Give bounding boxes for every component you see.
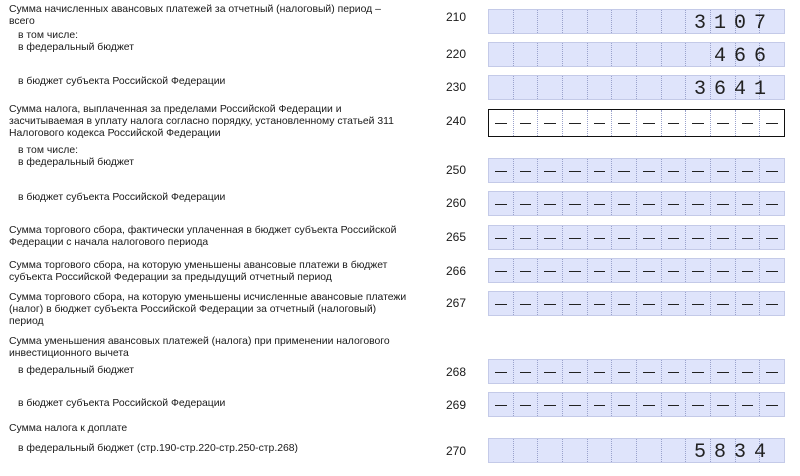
amount-field[interactable]: [488, 75, 785, 100]
digit-cell: [563, 226, 588, 249]
dash-placeholder: [742, 204, 754, 205]
dash-placeholder: [544, 123, 556, 124]
dash-placeholder: [495, 238, 507, 239]
dash-placeholder: [742, 171, 754, 172]
dash-placeholder: [692, 271, 704, 272]
digit-cell: [686, 159, 711, 182]
row-label: [9, 292, 409, 329]
dash-placeholder: [717, 171, 729, 172]
dash-placeholder: [594, 304, 606, 305]
digit-cell: [563, 76, 588, 99]
digit-cell: [637, 360, 662, 383]
amount-value: 466: [713, 45, 774, 68]
digit-cell: [662, 10, 687, 33]
row-label-text: в федеральный бюджет: [18, 42, 135, 54]
digit-cell: [711, 226, 736, 249]
row-code: 269: [446, 398, 467, 412]
amount-field[interactable]: [488, 225, 785, 250]
digit-cell: [612, 393, 637, 416]
digit-cell: [612, 159, 637, 182]
digit-cell: [489, 76, 514, 99]
dash-placeholder: [717, 271, 729, 272]
digit-cell: [538, 76, 563, 99]
amount-field[interactable]: [488, 392, 785, 417]
digit-cell: [662, 292, 687, 315]
dash-placeholder: [495, 123, 507, 124]
digit-cell: [612, 439, 637, 462]
digit-cell: [538, 159, 563, 182]
digit-cell: [760, 110, 784, 136]
digit-cell: [489, 439, 514, 462]
dash-placeholder: [495, 372, 507, 373]
dash-placeholder: [618, 123, 630, 124]
dash-placeholder: [742, 238, 754, 239]
row-label: [9, 76, 409, 88]
digit-cell: [538, 393, 563, 416]
dash-placeholder: [692, 204, 704, 205]
digit-cell: [588, 292, 613, 315]
dash-placeholder: [668, 123, 680, 124]
digit-cell: [538, 192, 563, 215]
dash-placeholder: [569, 123, 581, 124]
digit-cell: [637, 76, 662, 99]
dash-placeholder: [717, 372, 729, 373]
dash-placeholder: [717, 204, 729, 205]
digit-cell: [662, 76, 687, 99]
dash-placeholder: [766, 123, 778, 124]
row-code: 210: [446, 10, 467, 24]
amount-field[interactable]: [488, 158, 785, 183]
digit-cell: [538, 10, 563, 33]
dash-placeholder: [520, 304, 532, 305]
digit-cell: [538, 439, 563, 462]
digit-cell: [563, 159, 588, 182]
digit-cell: [686, 110, 711, 136]
digit-cell: [736, 360, 761, 383]
digit-cell: [760, 393, 784, 416]
digit-cell: [662, 393, 687, 416]
dash-placeholder: [520, 405, 532, 406]
digit-cell: [686, 192, 711, 215]
dash-placeholder: [520, 271, 532, 272]
digit-cell: [760, 192, 784, 215]
dash-placeholder: [594, 372, 606, 373]
digit-cell: [711, 259, 736, 282]
digit-cell: [563, 43, 588, 66]
digit-cell: [686, 259, 711, 282]
dash-placeholder: [520, 123, 532, 124]
row-heading: Сумма уменьшения авансовых платежей (налога) при применении налогового инвестиционного вычета: [9, 336, 390, 360]
row-label: [9, 443, 409, 455]
digit-cell: [637, 159, 662, 182]
digit-cell: [514, 226, 539, 249]
dash-placeholder: [618, 304, 630, 305]
amount-field[interactable]: [488, 191, 785, 216]
digit-cell: [563, 110, 588, 136]
row-label-text: Сумма начисленных авансовых платежей за отчетный (налоговый) период – всего: [9, 4, 381, 28]
digit-cell: [612, 76, 637, 99]
amount-field[interactable]: [488, 42, 785, 67]
row-label-text: Сумма налога, выплаченная за пределами Российской Федерации и засчитываемая в уплату налога согласно порядку, установленному статьей 311 Налогового кодекса Российской Федерации: [9, 104, 394, 140]
digit-cell: [588, 10, 613, 33]
dash-placeholder: [520, 204, 532, 205]
digit-cell: [612, 259, 637, 282]
dash-placeholder: [594, 238, 606, 239]
amount-field[interactable]: [488, 291, 785, 316]
dash-placeholder: [569, 304, 581, 305]
row-code: 265: [446, 230, 467, 244]
row-label-text: в федеральный бюджет: [18, 365, 135, 376]
digit-cell: [563, 292, 588, 315]
row-code: 270: [446, 444, 467, 458]
digit-cell: [489, 259, 514, 282]
dash-placeholder: [618, 405, 630, 406]
digit-cell: [514, 439, 539, 462]
dash-placeholder: [569, 238, 581, 239]
dash-placeholder: [643, 123, 655, 124]
digit-cell: [637, 292, 662, 315]
dash-placeholder: [495, 171, 507, 172]
row-code: 250: [446, 163, 467, 177]
digit-cell: [760, 259, 784, 282]
digit-cell: [686, 360, 711, 383]
digit-cell: [514, 76, 539, 99]
digit-cell: [612, 10, 637, 33]
digit-cell: [711, 393, 736, 416]
dash-placeholder: [618, 171, 630, 172]
digit-cell: [538, 259, 563, 282]
digit-cell: [662, 226, 687, 249]
digit-cell: [612, 360, 637, 383]
row-sublabel: в том числе:: [18, 30, 78, 41]
digit-cell: [563, 393, 588, 416]
digit-cell: [489, 43, 514, 66]
dash-placeholder: [643, 171, 655, 172]
digit-cell: [538, 360, 563, 383]
digit-cell: [538, 292, 563, 315]
row-label: [9, 4, 409, 28]
dash-placeholder: [618, 204, 630, 205]
digit-cell: [514, 43, 539, 66]
row-label-text: Сумма торгового сбора, на которую уменьшены исчисленные авансовые платежи (налог) в бюджет субъекта Российской Федерации за отчетный (налоговый) период: [9, 292, 407, 328]
digit-cell: [711, 292, 736, 315]
dash-placeholder: [594, 204, 606, 205]
dash-placeholder: [742, 271, 754, 272]
dash-placeholder: [594, 271, 606, 272]
digit-cell: [637, 393, 662, 416]
dash-placeholder: [544, 372, 556, 373]
digit-cell: [514, 292, 539, 315]
digit-cell: [612, 292, 637, 315]
dash-placeholder: [766, 372, 778, 373]
digit-cell: [637, 226, 662, 249]
dash-placeholder: [668, 405, 680, 406]
dash-placeholder: [544, 238, 556, 239]
row-label: [9, 365, 409, 377]
dash-placeholder: [495, 304, 507, 305]
row-code: 266: [446, 264, 467, 278]
digit-cell: [588, 439, 613, 462]
row-label-text: в бюджет субъекта Российской Федерации: [18, 76, 226, 87]
amount-value: 3641: [693, 78, 774, 101]
digit-cell: [711, 192, 736, 215]
digit-cell: [760, 159, 784, 182]
dash-placeholder: [766, 405, 778, 406]
digit-cell: [588, 259, 613, 282]
digit-cell: [637, 10, 662, 33]
row-code: 268: [446, 365, 467, 379]
digit-cell: [637, 110, 662, 136]
digit-cell: [489, 360, 514, 383]
digit-cell: [736, 292, 761, 315]
dash-placeholder: [544, 204, 556, 205]
dash-placeholder: [742, 304, 754, 305]
dash-placeholder: [618, 238, 630, 239]
row-code: 220: [446, 47, 467, 61]
amount-field[interactable]: [488, 359, 785, 384]
digit-cell: [711, 360, 736, 383]
dash-placeholder: [717, 238, 729, 239]
dash-placeholder: [717, 123, 729, 124]
row-label-text: в федеральный бюджет: [18, 157, 135, 169]
dash-placeholder: [618, 271, 630, 272]
dash-placeholder: [643, 271, 655, 272]
amount-field[interactable]: [488, 438, 785, 463]
amount-field[interactable]: [488, 109, 785, 137]
dash-placeholder: [643, 204, 655, 205]
digit-cell: [514, 10, 539, 33]
dash-placeholder: [692, 123, 704, 124]
dash-placeholder: [643, 372, 655, 373]
digit-cell: [637, 439, 662, 462]
dash-placeholder: [692, 171, 704, 172]
digit-cell: [637, 192, 662, 215]
row-heading: Сумма налога к доплате: [9, 423, 128, 434]
row-label: [9, 225, 409, 249]
digit-cell: [760, 226, 784, 249]
dash-placeholder: [544, 405, 556, 406]
digit-cell: [612, 192, 637, 215]
dash-placeholder: [495, 405, 507, 406]
digit-cell: [736, 259, 761, 282]
row-code: 240: [446, 114, 467, 128]
row-code: 230: [446, 80, 467, 94]
digit-cell: [489, 192, 514, 215]
dash-placeholder: [717, 304, 729, 305]
digit-cell: [588, 192, 613, 215]
digit-cell: [686, 393, 711, 416]
digit-cell: [612, 226, 637, 249]
dash-placeholder: [618, 372, 630, 373]
row-label-text: в бюджет субъекта Российской Федерации: [18, 192, 226, 203]
row-label: [9, 260, 409, 284]
digit-cell: [662, 110, 687, 136]
dash-placeholder: [742, 123, 754, 124]
dash-placeholder: [766, 304, 778, 305]
digit-cell: [489, 393, 514, 416]
digit-cell: [588, 43, 613, 66]
row-label: [9, 104, 409, 141]
dash-placeholder: [569, 271, 581, 272]
digit-cell: [588, 226, 613, 249]
dash-placeholder: [766, 171, 778, 172]
digit-cell: [514, 192, 539, 215]
dash-placeholder: [544, 171, 556, 172]
amount-field[interactable]: [488, 9, 785, 34]
digit-cell: [588, 360, 613, 383]
dash-placeholder: [544, 271, 556, 272]
row-label: [9, 30, 409, 54]
digit-cell: [637, 43, 662, 66]
digit-cell: [736, 393, 761, 416]
amount-value: 5834: [693, 441, 774, 464]
digit-cell: [662, 159, 687, 182]
dash-placeholder: [643, 405, 655, 406]
dash-placeholder: [520, 372, 532, 373]
digit-cell: [538, 226, 563, 249]
digit-cell: [736, 159, 761, 182]
digit-cell: [563, 439, 588, 462]
dash-placeholder: [569, 405, 581, 406]
digit-cell: [588, 159, 613, 182]
dash-placeholder: [668, 304, 680, 305]
digit-cell: [736, 110, 761, 136]
dash-placeholder: [495, 271, 507, 272]
digit-cell: [588, 393, 613, 416]
digit-cell: [514, 393, 539, 416]
row-sublabel: в том числе:: [18, 145, 78, 156]
dash-placeholder: [643, 304, 655, 305]
dash-placeholder: [668, 204, 680, 205]
digit-cell: [736, 192, 761, 215]
dash-placeholder: [594, 123, 606, 124]
dash-placeholder: [594, 405, 606, 406]
dash-placeholder: [692, 372, 704, 373]
row-label-text: Сумма торгового сбора, на которую уменьшены авансовые платежи в бюджет субъекта Российской Федерации за предыдущий отчетный период: [9, 260, 388, 284]
digit-cell: [489, 292, 514, 315]
digit-cell: [612, 43, 637, 66]
row-code: 267: [446, 296, 467, 310]
digit-cell: [538, 43, 563, 66]
digit-cell: [760, 360, 784, 383]
dash-placeholder: [766, 204, 778, 205]
dash-placeholder: [692, 405, 704, 406]
digit-cell: [686, 226, 711, 249]
dash-placeholder: [594, 171, 606, 172]
dash-placeholder: [668, 238, 680, 239]
digit-cell: [514, 159, 539, 182]
digit-cell: [686, 292, 711, 315]
dash-placeholder: [544, 304, 556, 305]
row-label: [9, 336, 409, 360]
dash-placeholder: [643, 238, 655, 239]
row-label: [9, 192, 409, 204]
amount-value: 3107: [693, 12, 774, 35]
dash-placeholder: [569, 204, 581, 205]
digit-cell: [563, 259, 588, 282]
row-label: [9, 423, 409, 435]
digit-cell: [563, 360, 588, 383]
digit-cell: [711, 159, 736, 182]
dash-placeholder: [520, 238, 532, 239]
digit-cell: [588, 110, 613, 136]
digit-cell: [612, 110, 637, 136]
digit-cell: [489, 110, 514, 136]
digit-cell: [489, 226, 514, 249]
row-label-text: в бюджет субъекта Российской Федерации: [18, 398, 226, 409]
dash-placeholder: [520, 171, 532, 172]
dash-placeholder: [766, 271, 778, 272]
digit-cell: [514, 259, 539, 282]
digit-cell: [563, 10, 588, 33]
row-label: [9, 145, 409, 169]
dash-placeholder: [569, 171, 581, 172]
row-label-text: Сумма торгового сбора, фактически уплаченная в бюджет субъекта Российской Федерации с начала налогового периода: [9, 225, 397, 249]
digit-cell: [489, 10, 514, 33]
dash-placeholder: [495, 204, 507, 205]
row-code: 260: [446, 196, 467, 210]
digit-cell: [637, 259, 662, 282]
digit-cell: [662, 259, 687, 282]
row-label-text: в федеральный бюджет (стр.190-стр.220-стр.250-стр.268): [18, 443, 299, 454]
dash-placeholder: [569, 372, 581, 373]
digit-cell: [662, 192, 687, 215]
digit-cell: [538, 110, 563, 136]
dash-placeholder: [668, 171, 680, 172]
dash-placeholder: [692, 304, 704, 305]
dash-placeholder: [692, 238, 704, 239]
row-label: [9, 398, 409, 410]
digit-cell: [662, 439, 687, 462]
digit-cell: [514, 360, 539, 383]
digit-cell: [686, 43, 711, 66]
digit-cell: [711, 110, 736, 136]
digit-cell: [736, 226, 761, 249]
dash-placeholder: [668, 271, 680, 272]
digit-cell: [588, 76, 613, 99]
dash-placeholder: [742, 372, 754, 373]
digit-cell: [514, 110, 539, 136]
dash-placeholder: [766, 238, 778, 239]
digit-cell: [489, 159, 514, 182]
digit-cell: [662, 43, 687, 66]
dash-placeholder: [668, 372, 680, 373]
dash-placeholder: [742, 405, 754, 406]
amount-field[interactable]: [488, 258, 785, 283]
digit-cell: [563, 192, 588, 215]
dash-placeholder: [717, 405, 729, 406]
digit-cell: [662, 360, 687, 383]
digit-cell: [760, 292, 784, 315]
